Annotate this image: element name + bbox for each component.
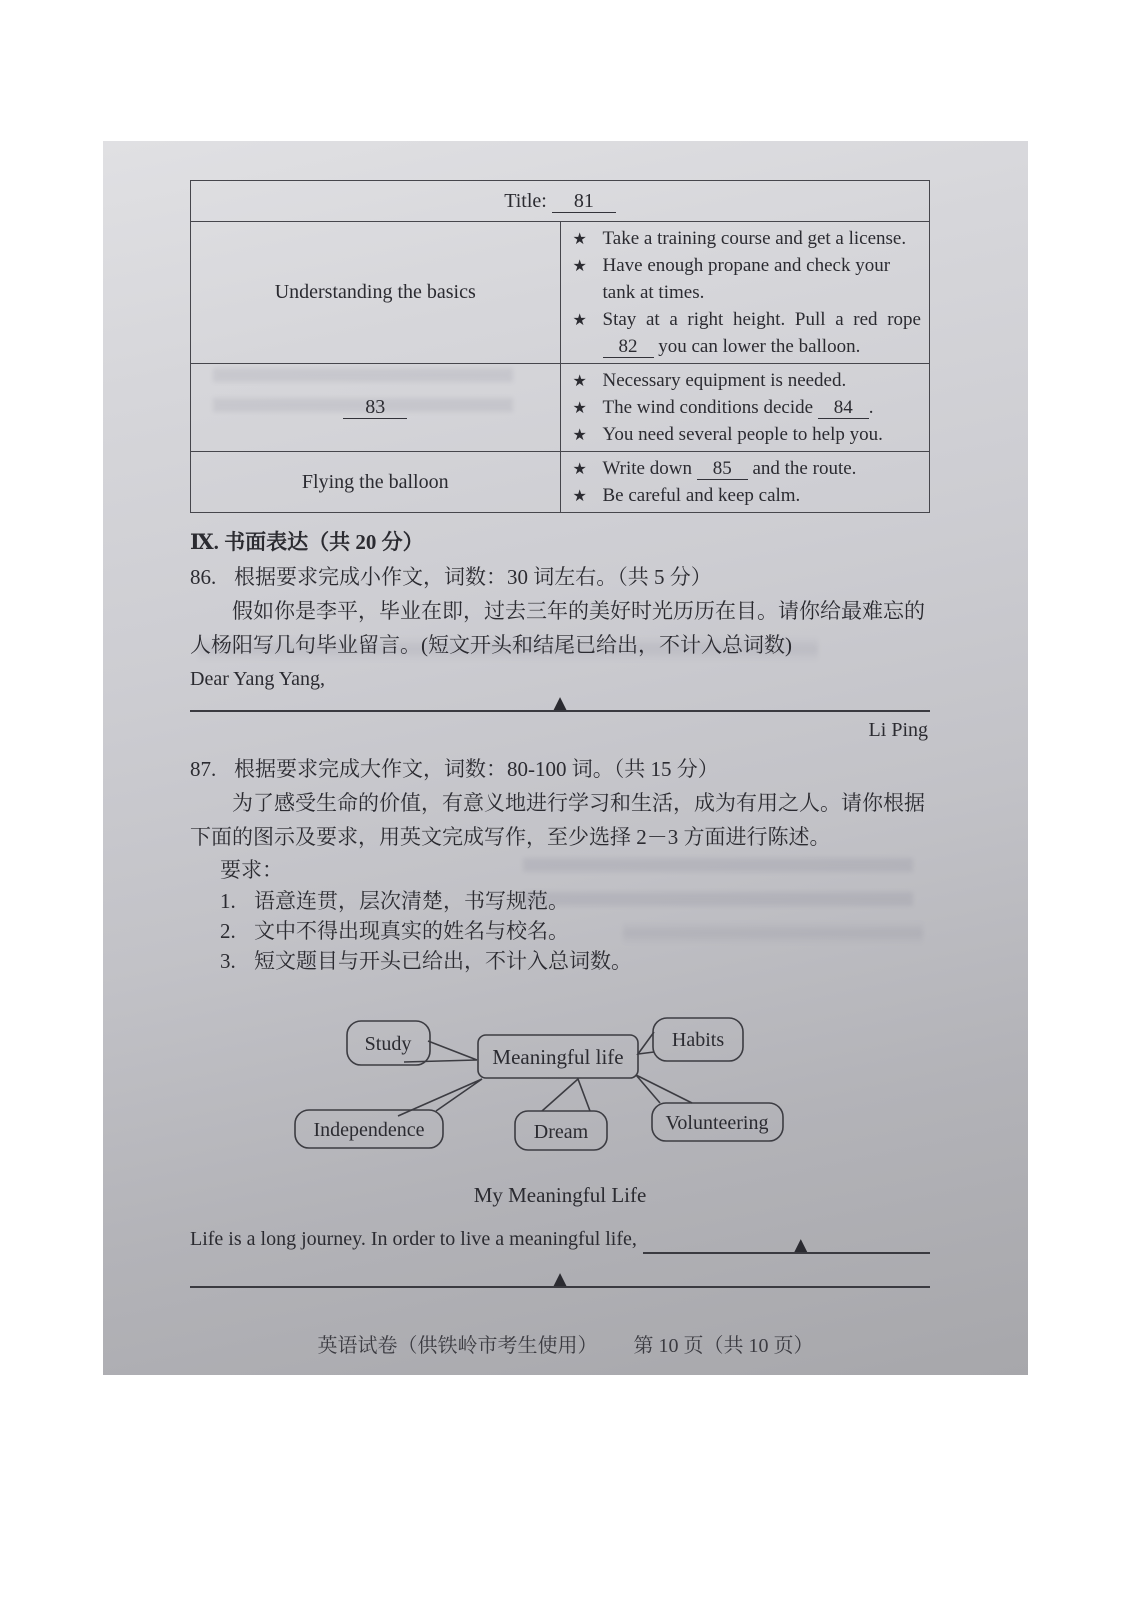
bullet-text: Have enough propane and check your tank at times. — [602, 255, 891, 303]
node-label-study: Study — [364, 1033, 412, 1055]
row-heading: Understanding the basics — [274, 281, 476, 303]
requirement-text: 短文题目与开头已给出，不计入总词数。 — [254, 949, 632, 973]
node-label-independence: Independence — [313, 1119, 425, 1141]
requirements-label: 要求： — [220, 858, 283, 882]
node-label-volunteering: Volunteering — [665, 1112, 769, 1134]
bullet-text: Write down — [602, 458, 692, 479]
exam-paper-photo — [103, 141, 1028, 1375]
triangle-marker-icon: ▲ — [553, 693, 567, 713]
footer-page-number: 第 10 页（共 10 页） — [633, 1335, 814, 1357]
answer-blank-line-86 — [190, 694, 930, 712]
answer-blank-line-87 — [190, 1270, 930, 1288]
section-ix-heading: Ⅸ. 书面表达（共 20 分） — [190, 530, 424, 554]
essay-opening-line — [190, 1224, 930, 1254]
star-bullet-icon: ★ — [572, 425, 587, 444]
blank-82: 82 — [603, 337, 654, 358]
table-title-label: Title: — [504, 189, 547, 212]
bullet-item — [573, 482, 922, 509]
requirement-item — [190, 916, 930, 946]
table-title-row — [191, 181, 930, 222]
blank-83: 83 — [343, 397, 407, 419]
requirement-text: 语意连贯，层次清楚，书写规范。 — [254, 889, 569, 913]
requirement-text: 文中不得出现真实的姓名与校名。 — [254, 919, 569, 943]
bullet-item — [573, 455, 922, 482]
requirement-item — [190, 946, 930, 976]
row-heading: Flying the balloon — [301, 470, 449, 493]
page-footer — [103, 1329, 1028, 1358]
connector-habits — [638, 1032, 654, 1054]
bullet-item — [573, 421, 922, 448]
star-bullet-icon: ★ — [572, 398, 587, 417]
requirement-item — [190, 886, 930, 916]
question-text: 根据要求完成小作文，词数：30 词左右。（共 5 分） — [234, 565, 712, 589]
page-content — [190, 141, 930, 1288]
question-87-prompt: 为了感受生命的价值，有意义地进行学习和生活，成为有用之人。请你根据下面的图示及要求，用英文完成写作，至少选择 2－3 方面进行陈述。 — [190, 791, 925, 849]
connector-volunteering — [636, 1075, 692, 1103]
table-row — [191, 364, 930, 452]
question-number: 87. — [190, 757, 217, 781]
footer-paper-title: 英语试卷（供铁岭市考生使用） — [317, 1335, 598, 1357]
star-bullet-icon: ★ — [572, 371, 587, 390]
blank-84: 84 — [818, 398, 869, 419]
requirement-number: 3. — [220, 949, 236, 973]
connector-dream — [542, 1079, 590, 1111]
letter-signature: Li Ping — [868, 719, 928, 741]
star-bullet-icon: ★ — [572, 256, 587, 275]
bullet-text: Necessary equipment is needed. — [602, 370, 847, 391]
question-number: 86. — [190, 565, 217, 589]
connector-study — [404, 1041, 477, 1062]
bullet-text: you can lower the balloon. — [658, 336, 861, 357]
answer-blank-inline — [643, 1224, 930, 1254]
bullet-text: Be careful and keep calm. — [602, 485, 801, 506]
bullet-item — [573, 252, 922, 306]
table-row — [191, 452, 930, 513]
triangle-marker-icon: ▲ — [553, 1269, 567, 1289]
star-bullet-icon: ★ — [572, 229, 587, 248]
star-bullet-icon: ★ — [572, 486, 587, 505]
blank-81: 81 — [552, 191, 616, 213]
requirement-number: 2. — [220, 919, 236, 943]
bullet-item — [573, 367, 922, 394]
question-87-heading — [190, 752, 930, 786]
bullet-text: You need several people to help you. — [602, 424, 883, 445]
bullet-text: Stay at a right height. Pull a red rope — [602, 309, 921, 330]
essay-opening-text: Life is a long journey. In order to live a meaningful life, — [190, 1228, 637, 1250]
bullet-text: Take a training course and get a license. — [602, 228, 907, 249]
question-text: 根据要求完成大作文，词数：80-100 词。（共 15 分） — [234, 757, 719, 781]
question-86-heading — [190, 560, 930, 594]
node-label-dream: Dream — [533, 1121, 589, 1143]
bullet-item — [573, 225, 922, 252]
bullet-text: The wind conditions decide — [602, 397, 814, 418]
bullet-item — [573, 306, 922, 360]
question-86-prompt: 假如你是李平，毕业在即，过去三年的美好时光历历在目。请你给最难忘的人杨阳写几句毕业留言。(短文开头和结尾已给出，不计入总词数) — [190, 599, 925, 657]
letter-salutation: Dear Yang Yang, — [190, 668, 326, 690]
bullet-text: and the route. — [752, 458, 857, 479]
bullet-item — [573, 394, 922, 421]
center-label: Meaningful life — [492, 1045, 624, 1069]
node-label-habits: Habits — [671, 1029, 725, 1051]
requirement-number: 1. — [220, 889, 236, 913]
table-row — [191, 222, 930, 364]
meaningful-life-diagram — [190, 1013, 930, 1158]
triangle-marker-icon: ▲ — [794, 1235, 808, 1255]
balloon-reading-table — [190, 180, 930, 513]
star-bullet-icon: ★ — [572, 459, 587, 478]
essay-title: My Meaningful Life — [473, 1183, 647, 1207]
blank-85: 85 — [697, 459, 748, 480]
star-bullet-icon: ★ — [572, 310, 587, 329]
bullet-text: . — [868, 397, 874, 418]
